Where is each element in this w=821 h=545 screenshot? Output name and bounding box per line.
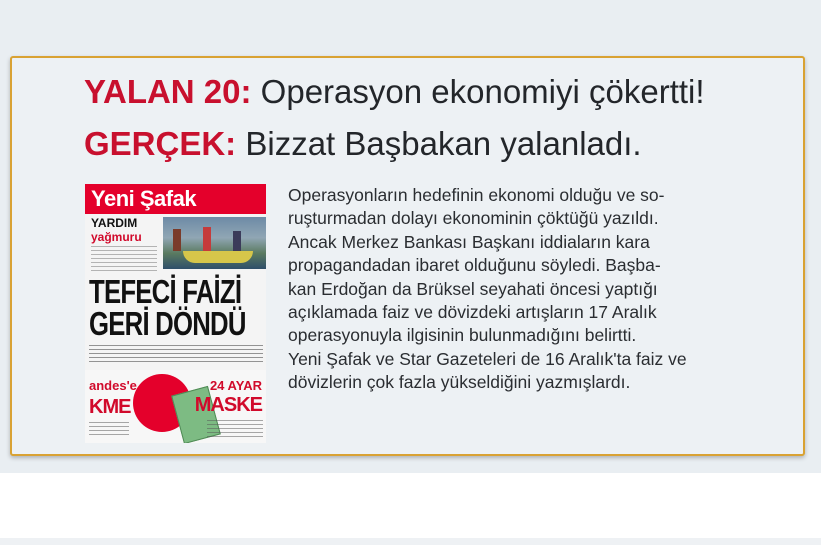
paragraph-line: dövizlerin çok fazla yükseldiğini yazmışlardı.	[288, 372, 631, 393]
bottom-right-text: 24 AYAR	[209, 378, 262, 393]
bottom-divider	[0, 538, 821, 545]
fact-headline	[84, 124, 642, 164]
claim-headline	[84, 72, 705, 112]
newspaper-headline-line1: TEFECİ FAİZİ	[89, 273, 242, 310]
newspaper-photo	[163, 217, 266, 269]
photo-figure	[173, 229, 181, 251]
newspaper-headline-line2: GERİ DÖNDÜ	[89, 305, 246, 342]
paragraph-line: Operasyonların hedefinin ekonomi olduğu ve so-	[288, 185, 665, 205]
photo-figure	[233, 231, 241, 251]
newspaper-masthead: Yeni Şafak	[85, 184, 266, 214]
claim-text: Operasyon ekonomiyi çökertti!	[251, 73, 705, 110]
paragraph-line: ruşturmadan dolayı ekonominin çöktüğü yazıldı.	[288, 208, 659, 229]
paragraph-line: kan Erdoğan da Brüksel seyahati öncesi yaptığı	[288, 278, 658, 299]
bottom-area	[0, 473, 821, 545]
fact-tag: GERÇEK:	[84, 125, 237, 162]
bottom-left-text: andes'e	[89, 378, 137, 393]
bottom-left-headline: KME	[89, 396, 131, 418]
bottom-right-headline: MASKE	[194, 394, 262, 416]
photo-figure	[203, 227, 211, 251]
newspaper-subhead: YARDIM	[91, 216, 138, 230]
bottom-right-lines	[207, 420, 263, 438]
newspaper-bottom-strip	[85, 370, 266, 443]
fact-text: Bizzat Başbakan yalanladı.	[236, 125, 642, 162]
fact-check-card	[10, 56, 805, 456]
claim-tag: YALAN 20:	[84, 73, 252, 110]
newspaper-text-lines	[91, 246, 157, 272]
newspaper-thumbnail	[85, 184, 266, 443]
explanation-paragraph	[288, 184, 758, 395]
bottom-left-lines	[89, 422, 129, 438]
photo-boat	[183, 251, 253, 263]
newspaper-body-lines	[89, 345, 263, 365]
paragraph-line: operasyonuyla ilgisinin bulunmadığını belirtti.	[288, 325, 637, 346]
paragraph-line: Yeni Şafak ve Star Gazeteleri de 16 Aralık'ta faiz ve	[288, 348, 687, 369]
paragraph-line: propagandadan ibaret olduğunu söyledi. Başba-	[288, 255, 661, 276]
paragraph-line: açıklamada faiz ve dövizdeki artışların 17 Aralık	[288, 302, 657, 323]
newspaper-subhead-2: yağmuru	[91, 230, 142, 244]
paragraph-line: Ancak Merkez Bankası Başkanı iddiaların kara	[288, 231, 650, 252]
